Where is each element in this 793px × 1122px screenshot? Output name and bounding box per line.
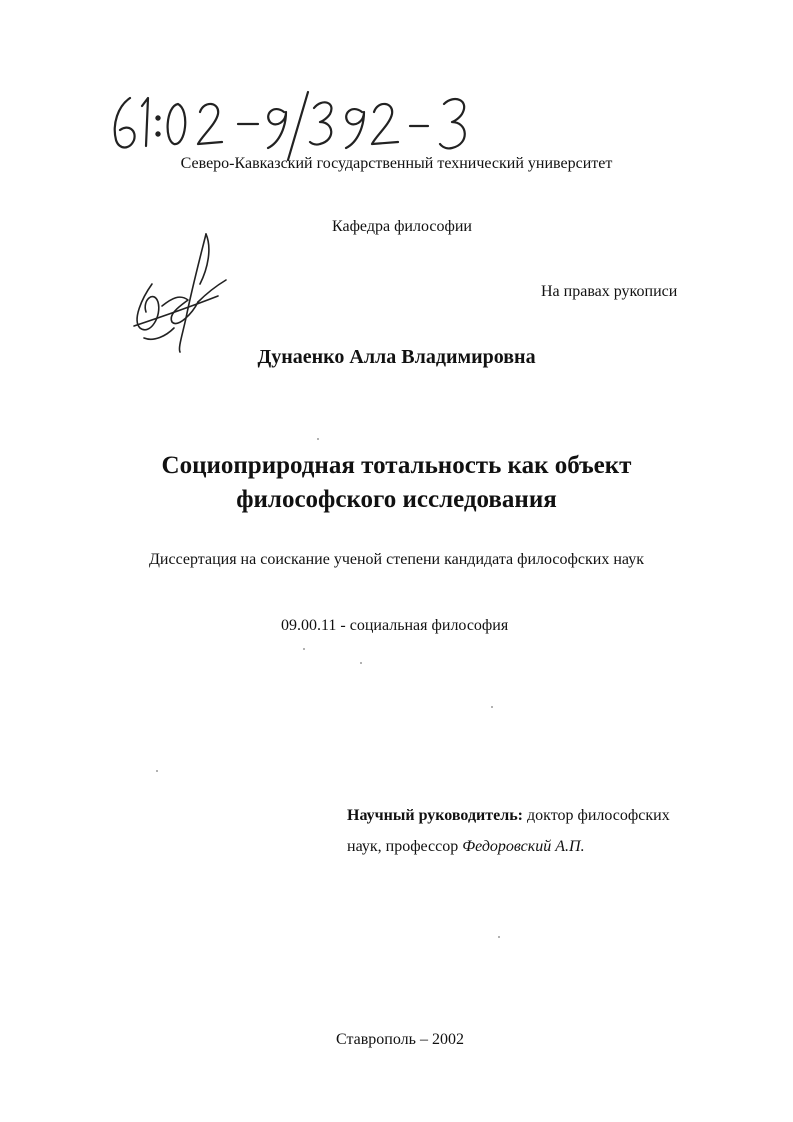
supervisor-title: наук, профессор	[347, 838, 459, 855]
scan-speck	[317, 438, 319, 440]
scan-speck	[360, 662, 362, 664]
degree-statement: Диссертация на соискание ученой степени кандидата философских наук	[149, 551, 644, 568]
scan-speck	[303, 648, 305, 650]
title-line-2: философского исследования	[236, 486, 557, 513]
supervisor-label: Научный руководитель:	[347, 807, 523, 824]
title-line-1: Социоприродная тотальность как объект	[161, 452, 632, 479]
university-name: Северо-Кавказский государственный технический университет	[180, 155, 613, 172]
city-year: Ставрополь – 2002	[336, 1031, 464, 1048]
supervisor-line-1	[347, 807, 670, 825]
supervisor-name: Федоровский А.П.	[462, 838, 585, 855]
handwritten-archive-number	[108, 84, 488, 164]
author-name: Дунаенко Алла Владимировна	[257, 346, 536, 368]
supervisor-line-2	[347, 838, 585, 856]
scan-speck	[491, 706, 493, 708]
manuscript-rights-note: На правах рукописи	[541, 283, 678, 300]
supervisor-degree: доктор философских	[527, 807, 670, 824]
scan-speck	[156, 770, 158, 772]
scan-speck	[498, 936, 500, 938]
specialty-code: 09.00.11 - социальная философия	[281, 617, 509, 634]
author-signature	[122, 228, 232, 358]
department-name: Кафедра философии	[332, 218, 472, 235]
